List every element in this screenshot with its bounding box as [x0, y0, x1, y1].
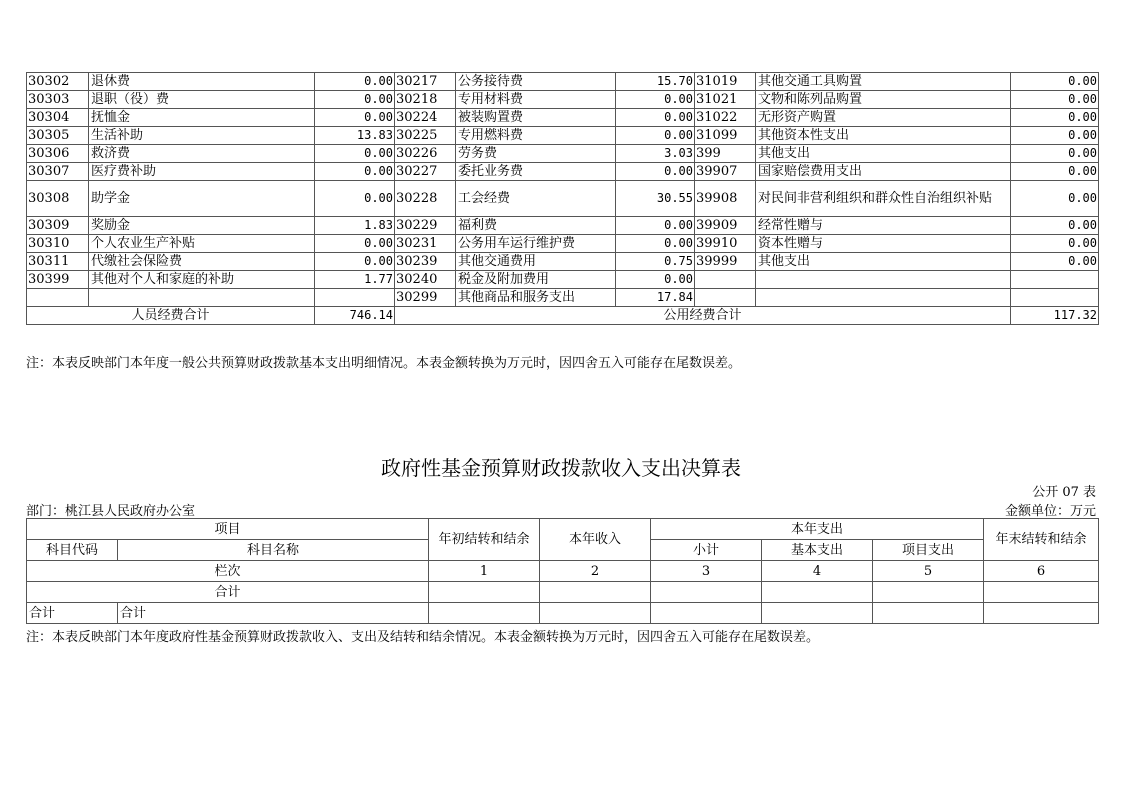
table-cell: 其他交通费用 — [456, 253, 616, 271]
table-cell: 个人农业生产补贴 — [89, 235, 315, 253]
table-cell: 助学金 — [89, 181, 315, 217]
table-cell: 代缴社会保险费 — [89, 253, 315, 271]
table-row — [27, 127, 1099, 145]
table-cell: 0.00 — [315, 145, 395, 163]
table-cell: 资本性赠与 — [756, 235, 1011, 253]
public-total-label: 公用经费合计 — [395, 307, 1011, 325]
table-cell: 0.00 — [1011, 181, 1099, 217]
table-cell: 国家赔偿费用支出 — [756, 163, 1011, 181]
table-cell: 劳务费 — [456, 145, 616, 163]
table-cell: 30.55 — [616, 181, 695, 217]
table-cell: 被装购置费 — [456, 109, 616, 127]
table-cell: 0.00 — [1011, 91, 1099, 109]
table-cell: 1.77 — [315, 271, 395, 289]
table-cell: 30231 — [395, 235, 456, 253]
table-cell: 30239 — [395, 253, 456, 271]
table-cell: 39909 — [695, 217, 756, 235]
table-row — [27, 217, 1099, 235]
table-cell: 0.00 — [616, 271, 695, 289]
table2-header-row-1 — [27, 519, 1099, 540]
table-cell — [756, 271, 1011, 289]
table-cell: 30226 — [395, 145, 456, 163]
table-cell: 30309 — [27, 217, 89, 235]
table-cell: 0.00 — [1011, 163, 1099, 181]
table-cell: 39999 — [695, 253, 756, 271]
header-subtotal: 小计 — [651, 540, 762, 561]
table-cell: 39910 — [695, 235, 756, 253]
table-cell: 税金及附加费用 — [456, 271, 616, 289]
table-cell: 0.00 — [616, 217, 695, 235]
header-expense: 本年支出 — [651, 519, 984, 540]
table-cell: 30227 — [395, 163, 456, 181]
table-cell: 工会经费 — [456, 181, 616, 217]
table-cell: 31019 — [695, 73, 756, 91]
table-cell: 30229 — [395, 217, 456, 235]
table-cell: 生活补助 — [89, 127, 315, 145]
table-cell: 专用材料费 — [456, 91, 616, 109]
table-cell: 对民间非营利组织和群众性自治组织补贴 — [756, 181, 1011, 217]
table-cell: 经常性赠与 — [756, 217, 1011, 235]
total-row — [27, 603, 1099, 624]
table-cell: 0.00 — [616, 127, 695, 145]
table-cell: 0.00 — [1011, 145, 1099, 163]
table-cell: 公务用车运行维护费 — [456, 235, 616, 253]
table2-tag: 公开 07 表 — [1032, 485, 1096, 500]
table-cell: 0.00 — [315, 163, 395, 181]
table-cell: 退职（役）费 — [89, 91, 315, 109]
table-cell: 文物和陈列品购置 — [756, 91, 1011, 109]
total-row-name: 合计 — [118, 603, 429, 624]
table-cell: 1.83 — [315, 217, 395, 235]
table-cell: 3.03 — [616, 145, 695, 163]
table-cell: 0.00 — [315, 91, 395, 109]
table-cell: 30304 — [27, 109, 89, 127]
table-cell: 委托业务费 — [456, 163, 616, 181]
total-label-row — [27, 582, 1099, 603]
table1-note: 注：本表反映部门本年度一般公共预算财政拨款基本支出明细情况。本表金额转换为万元时，因四舍五入可能存在尾数误差。 — [26, 356, 742, 371]
table-cell: 救济费 — [89, 145, 315, 163]
table-cell — [756, 289, 1011, 307]
table-cell — [27, 289, 89, 307]
total-label: 合计 — [27, 582, 429, 603]
table-row — [27, 91, 1099, 109]
table-cell: 专用燃料费 — [456, 127, 616, 145]
table-cell: 30310 — [27, 235, 89, 253]
table-cell: 0.00 — [1011, 127, 1099, 145]
table-cell — [695, 271, 756, 289]
table-cell: 抚恤金 — [89, 109, 315, 127]
table-cell: 30399 — [27, 271, 89, 289]
table-row — [27, 181, 1099, 217]
table-row — [27, 145, 1099, 163]
table-cell: 0.00 — [315, 235, 395, 253]
table-row — [27, 271, 1099, 289]
table-cell: 30308 — [27, 181, 89, 217]
basic-expense-detail-table — [26, 72, 1099, 325]
table-cell: 30311 — [27, 253, 89, 271]
personnel-total-value: 746.14 — [315, 307, 395, 325]
table-cell: 0.00 — [315, 253, 395, 271]
table-cell: 39908 — [695, 181, 756, 217]
personnel-total-label: 人员经费合计 — [27, 307, 315, 325]
table1-body — [27, 73, 1099, 307]
table-cell: 退休费 — [89, 73, 315, 91]
table-cell: 0.00 — [1011, 253, 1099, 271]
col-number-4: 4 — [762, 561, 873, 582]
public-total-value: 117.32 — [1011, 307, 1099, 325]
table-cell: 30240 — [395, 271, 456, 289]
table-cell: 30224 — [395, 109, 456, 127]
table-cell: 其他支出 — [756, 145, 1011, 163]
table-row — [27, 73, 1099, 91]
table-cell: 0.75 — [616, 253, 695, 271]
table-cell: 17.84 — [616, 289, 695, 307]
table-cell: 奖励金 — [89, 217, 315, 235]
table2-note: 注：本表反映部门本年度政府性基金预算财政拨款收入、支出及结转和结余情况。本表金额转换为万元时，因四舍五入可能存在尾数误差。 — [26, 630, 820, 645]
table-cell: 30299 — [395, 289, 456, 307]
table-cell: 其他资本性支出 — [756, 127, 1011, 145]
col-number-label: 栏次 — [27, 561, 429, 582]
table-cell: 0.00 — [616, 235, 695, 253]
table-cell: 31021 — [695, 91, 756, 109]
table-row — [27, 289, 1099, 307]
table-cell: 39907 — [695, 163, 756, 181]
table-cell: 30303 — [27, 91, 89, 109]
table-cell: 0.00 — [1011, 109, 1099, 127]
table-cell: 30305 — [27, 127, 89, 145]
table-cell: 0.00 — [315, 109, 395, 127]
table-cell: 30218 — [395, 91, 456, 109]
header-project: 项目支出 — [873, 540, 984, 561]
table-cell: 399 — [695, 145, 756, 163]
col-number-3: 3 — [651, 561, 762, 582]
table-cell: 其他商品和服务支出 — [456, 289, 616, 307]
table-cell: 30307 — [27, 163, 89, 181]
table-cell: 15.70 — [616, 73, 695, 91]
table-cell: 0.00 — [1011, 235, 1099, 253]
table-cell: 公务接待费 — [456, 73, 616, 91]
table-cell: 0.00 — [1011, 73, 1099, 91]
table-cell: 30306 — [27, 145, 89, 163]
unit-label: 金额单位：万元 — [1004, 504, 1096, 519]
table-cell: 31099 — [695, 127, 756, 145]
table-row — [27, 163, 1099, 181]
table-row — [27, 109, 1099, 127]
department-label: 部门：桃江县人民政府办公室 — [26, 504, 196, 519]
col-number-6: 6 — [984, 561, 1099, 582]
table-cell: 医疗费补助 — [89, 163, 315, 181]
table-cell: 其他支出 — [756, 253, 1011, 271]
table-cell: 30217 — [395, 73, 456, 91]
table-cell: 30302 — [27, 73, 89, 91]
header-carry-begin: 年初结转和结余 — [429, 519, 540, 561]
table-cell: 福利费 — [456, 217, 616, 235]
table2-title: 政府性基金预算财政拨款收入支出决算表 — [381, 456, 741, 480]
gov-fund-table — [26, 518, 1099, 624]
column-number-row — [27, 561, 1099, 582]
table-cell: 30228 — [395, 181, 456, 217]
col-number-1: 1 — [429, 561, 540, 582]
table-cell — [695, 289, 756, 307]
table1-total-row — [27, 307, 1099, 325]
table-cell — [89, 289, 315, 307]
header-income: 本年收入 — [540, 519, 651, 561]
table-row — [27, 235, 1099, 253]
table-row — [27, 253, 1099, 271]
table-cell: 0.00 — [616, 109, 695, 127]
table-cell: 无形资产购置 — [756, 109, 1011, 127]
table-cell: 0.00 — [315, 73, 395, 91]
header-carry-end: 年末结转和结余 — [984, 519, 1099, 561]
table-cell — [1011, 271, 1099, 289]
table-cell: 0.00 — [1011, 217, 1099, 235]
table-cell: 13.83 — [315, 127, 395, 145]
table-cell: 其他对个人和家庭的补助 — [89, 271, 315, 289]
header-item: 项目 — [27, 519, 429, 540]
table-cell: 其他交通工具购置 — [756, 73, 1011, 91]
table-cell — [315, 289, 395, 307]
table-cell — [1011, 289, 1099, 307]
col-number-2: 2 — [540, 561, 651, 582]
header-name: 科目名称 — [118, 540, 429, 561]
table-cell: 0.00 — [616, 163, 695, 181]
table-cell: 30225 — [395, 127, 456, 145]
header-code: 科目代码 — [27, 540, 118, 561]
table-cell: 31022 — [695, 109, 756, 127]
total-row-code: 合计 — [27, 603, 118, 624]
header-basic: 基本支出 — [762, 540, 873, 561]
table-cell: 0.00 — [315, 181, 395, 217]
table-cell: 0.00 — [616, 91, 695, 109]
col-number-5: 5 — [873, 561, 984, 582]
